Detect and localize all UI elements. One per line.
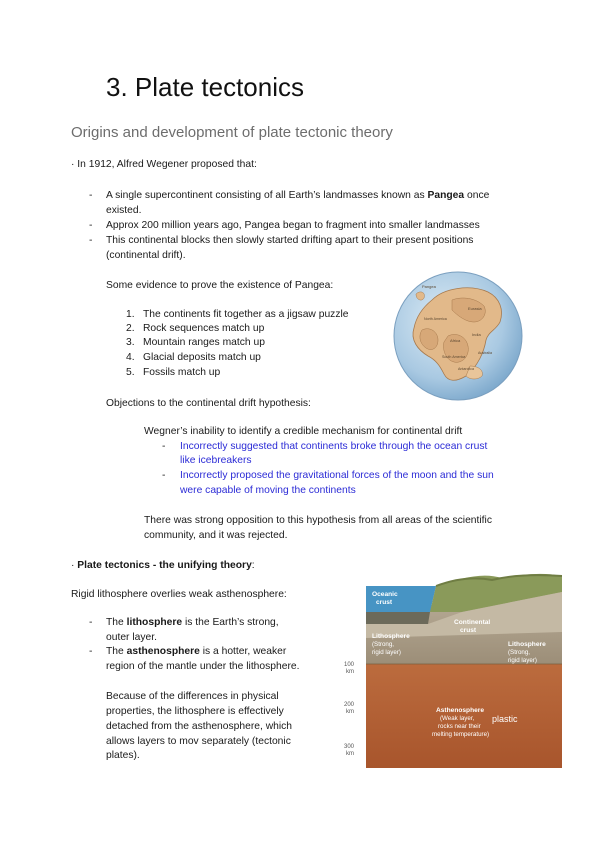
list-item-number: 3. [126, 337, 135, 348]
evidence-intro: Some evidence to prove the existence of Pangea: [106, 280, 334, 291]
diagram-label: (Strong, [372, 641, 395, 648]
lithosphere-bullet-cont: outer layer. [106, 632, 157, 643]
because-line: detached from the asthenosphere, which [106, 721, 293, 732]
bullet-dash: - [89, 646, 93, 657]
list-item: Mountain ranges match up [143, 337, 265, 348]
bullet-dash: - [89, 235, 93, 246]
diagram-label: (Weak layer, [440, 715, 475, 722]
globe-label: Pangea [422, 284, 436, 289]
depth-label: 300 [344, 744, 355, 750]
list-item-number: 1. [126, 309, 135, 320]
diagram-label: Continental [454, 619, 491, 626]
list-item-number: 4. [126, 352, 135, 363]
diagram-label: Lithosphere [372, 633, 410, 640]
depth-label: km [346, 751, 354, 757]
page-title: 3. Plate tectonics [106, 72, 304, 102]
diagram-label: rigid layer) [508, 657, 537, 664]
because-line: Because of the differences in physical [106, 691, 279, 702]
lithosphere-bullet: The lithosphere is the Earth’s strong, [106, 617, 279, 628]
plastic-label: plastic [492, 714, 518, 724]
section-subtitle: Origins and development of plate tectonic theory [71, 124, 393, 141]
objection-1: Incorrectly suggested that continents broke through the ocean crust [180, 441, 488, 452]
bullet-dash: - [89, 190, 93, 201]
diagram-label: melting temperature) [432, 731, 490, 738]
diagram-label: Oceanic [372, 591, 398, 598]
rejected-line-1: There was strong opposition to this hypothesis from all areas of the scientific [144, 515, 492, 526]
wegener-bullet-2: Approx 200 million years ago, Pangea began to fragment into smaller landmasses [106, 220, 480, 231]
depth-label: 100 [344, 662, 355, 668]
diagram-label: Lithosphere [508, 641, 546, 648]
rigid-intro: Rigid lithosphere overlies weak asthenosphere: [71, 589, 287, 600]
depth-label: 200 [344, 702, 355, 708]
globe-label: Australia [478, 351, 492, 355]
asthenosphere-bullet-cont: region of the mantle under the lithosphere. [106, 661, 300, 672]
globe-label: Africa [450, 338, 461, 343]
list-item-number: 5. [126, 367, 135, 378]
plate-heading: · Plate tectonics - the unifying theory: [71, 560, 255, 571]
globe-label: India [472, 332, 481, 337]
objections-sub: Wegner’s inability to identify a credible mechanism for continental drift [144, 426, 463, 437]
bullet-dash: - [89, 617, 93, 628]
bullet-dash: - [162, 470, 166, 481]
wegener-bullet-3-cont: (continental drift). [106, 250, 186, 261]
objections-intro: Objections to the continental drift hypothesis: [106, 398, 311, 409]
globe-label: North America [424, 317, 447, 321]
pangea-globe-image [392, 270, 524, 402]
objection-2: Incorrectly proposed the gravitational forces of the moon and the sun [180, 470, 494, 481]
list-item: Glacial deposits match up [143, 352, 261, 363]
list-item: The continents fit together as a jigsaw puzzle [143, 309, 349, 320]
list-item-number: 2. [126, 323, 135, 334]
asthenosphere-bullet: The asthenosphere is a hotter, weaker [106, 646, 287, 657]
bullet-dash: - [162, 441, 166, 452]
bullet-dash: - [89, 220, 93, 231]
because-line: properties, the lithosphere is effectively [106, 706, 284, 717]
because-line: plates). [106, 750, 140, 761]
lithosphere-diagram [332, 572, 562, 768]
globe-label: Antarctica [458, 367, 474, 371]
globe-label: Eurasia [468, 306, 482, 311]
list-item: Fossils match up [143, 367, 221, 378]
diagram-label: Asthenosphere [436, 707, 484, 714]
objection-2-cont: were capable of moving the continents [180, 485, 356, 496]
wegener-intro: · In 1912, Alfred Wegener proposed that: [71, 159, 257, 170]
wegener-bullet-1-cont: existed. [106, 205, 142, 216]
diagram-label: (Strong, [508, 649, 531, 656]
diagram-label: rigid layer) [372, 649, 401, 656]
wegener-bullet-1: A single supercontinent consisting of all Earth’s landmasses known as Pangea once [106, 190, 490, 201]
rejected-line-2: community, and it was rejected. [144, 530, 288, 541]
depth-label: km [346, 669, 354, 675]
because-line: allows layers to mov separately (tectonic [106, 736, 291, 747]
wegener-bullet-3: This continental blocks then slowly started drifting apart to their present positions [106, 235, 474, 246]
diagram-label: crust [376, 599, 393, 606]
diagram-label: crust [460, 627, 477, 634]
objection-1-cont: like icebreakers [180, 455, 252, 466]
list-item: Rock sequences match up [143, 323, 265, 334]
depth-label: km [346, 709, 354, 715]
diagram-label: rocks near their [438, 723, 481, 730]
globe-label: South America [442, 355, 466, 359]
